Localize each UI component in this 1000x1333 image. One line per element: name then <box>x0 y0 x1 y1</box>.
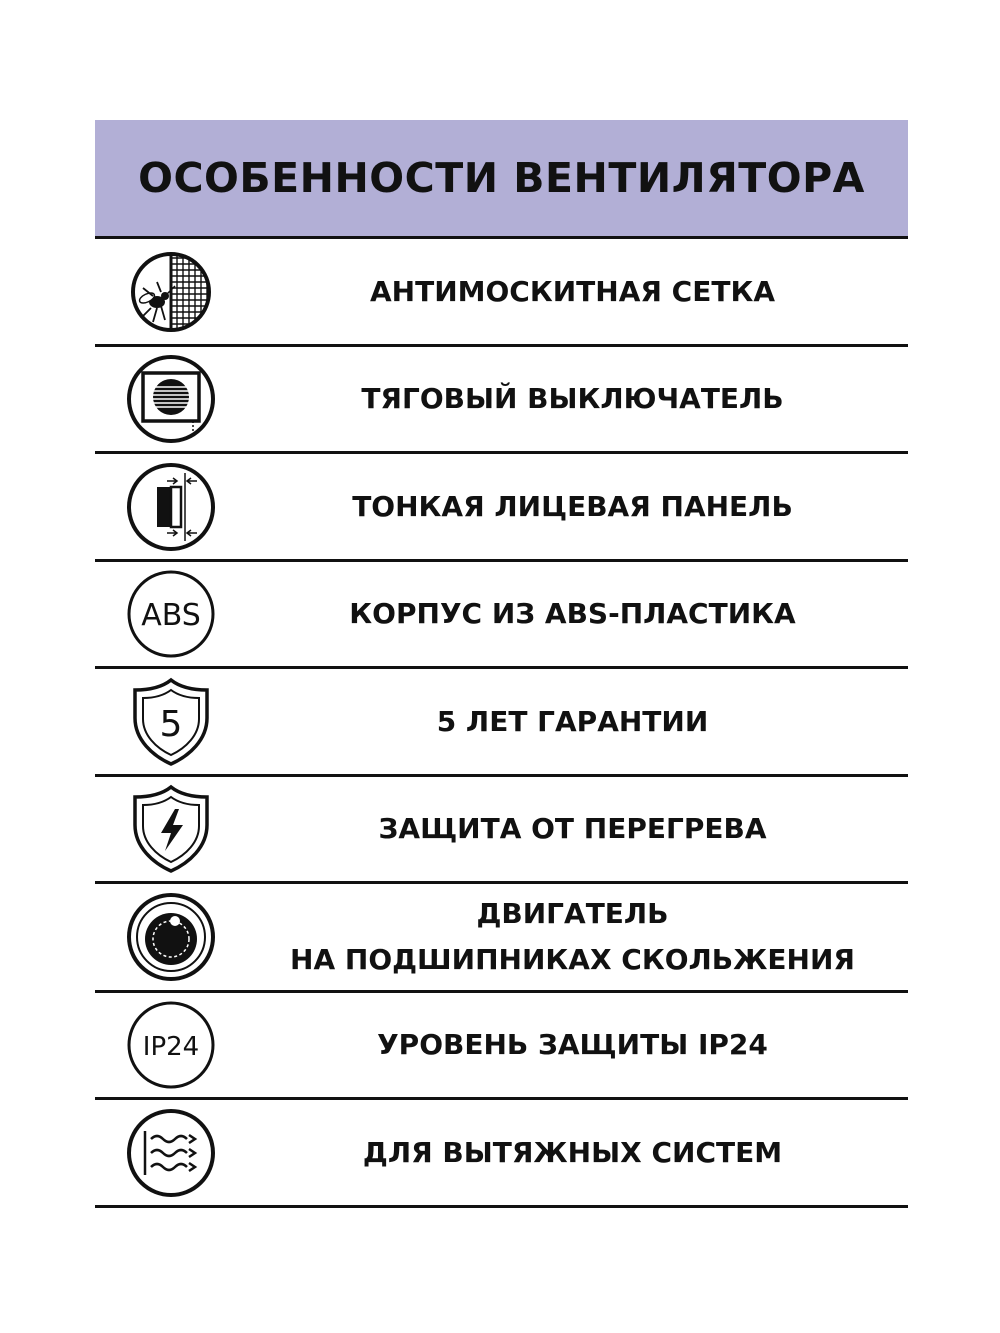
overheat-shield-icon <box>95 781 247 877</box>
features-header <box>95 120 908 239</box>
feature-row-ip24 <box>95 993 908 1100</box>
page-title: ОСОБЕННОСТИ ВЕНТИЛЯТОРА <box>138 154 865 202</box>
feature-label <box>247 891 908 983</box>
pull-switch-icon <box>95 351 247 447</box>
feature-row-pull-switch <box>95 347 908 454</box>
ip24-icon <box>95 997 247 1093</box>
feature-row-overheat <box>95 777 908 884</box>
feature-label: ЗАЩИТА ОТ ПЕРЕГРЕВА <box>378 812 767 845</box>
abs-icon <box>95 566 247 662</box>
feature-label: 5 ЛЕТ ГАРАНТИИ <box>436 704 709 738</box>
feature-label: ТОНКАЯ ЛИЦЕВАЯ ПАНЕЛЬ <box>352 489 793 523</box>
feature-row-warranty <box>95 669 908 777</box>
feature-label: АНТИМОСКИТНАЯ СЕТКА <box>369 274 775 308</box>
feature-label: УРОВЕНЬ ЗАЩИТЫ IP24 <box>377 1028 768 1061</box>
feature-label: ДЛЯ ВЫТЯЖНЫХ СИСТЕМ <box>362 1135 783 1169</box>
feature-row-exhaust <box>95 1100 908 1208</box>
thin-panel-icon <box>95 459 247 555</box>
features-card <box>95 120 908 1208</box>
warranty-shield-icon <box>95 674 247 770</box>
ip24-icon-text: IP24 <box>142 1032 200 1062</box>
warranty-icon-text: 5 <box>159 703 183 745</box>
bearing-motor-icon <box>95 889 247 985</box>
feature-label: ТЯГОВЫЙ ВЫКЛЮЧАТЕЛЬ <box>361 382 784 415</box>
mosquito-net-icon <box>95 244 247 340</box>
feature-row-mosquito-net <box>95 239 908 347</box>
feature-label: КОРПУС ИЗ ABS-ПЛАСТИКА <box>349 597 796 630</box>
feature-row-bearing-motor <box>95 884 908 993</box>
feature-row-abs <box>95 562 908 669</box>
feature-label-line2: НА ПОДШИПНИКАХ СКОЛЬЖЕНИЯ <box>290 943 855 976</box>
feature-row-thin-panel <box>95 454 908 562</box>
abs-icon-text: ABS <box>141 598 201 633</box>
feature-label-line1: ДВИГАТЕЛЬ <box>476 897 669 930</box>
exhaust-airflow-icon <box>95 1105 247 1201</box>
